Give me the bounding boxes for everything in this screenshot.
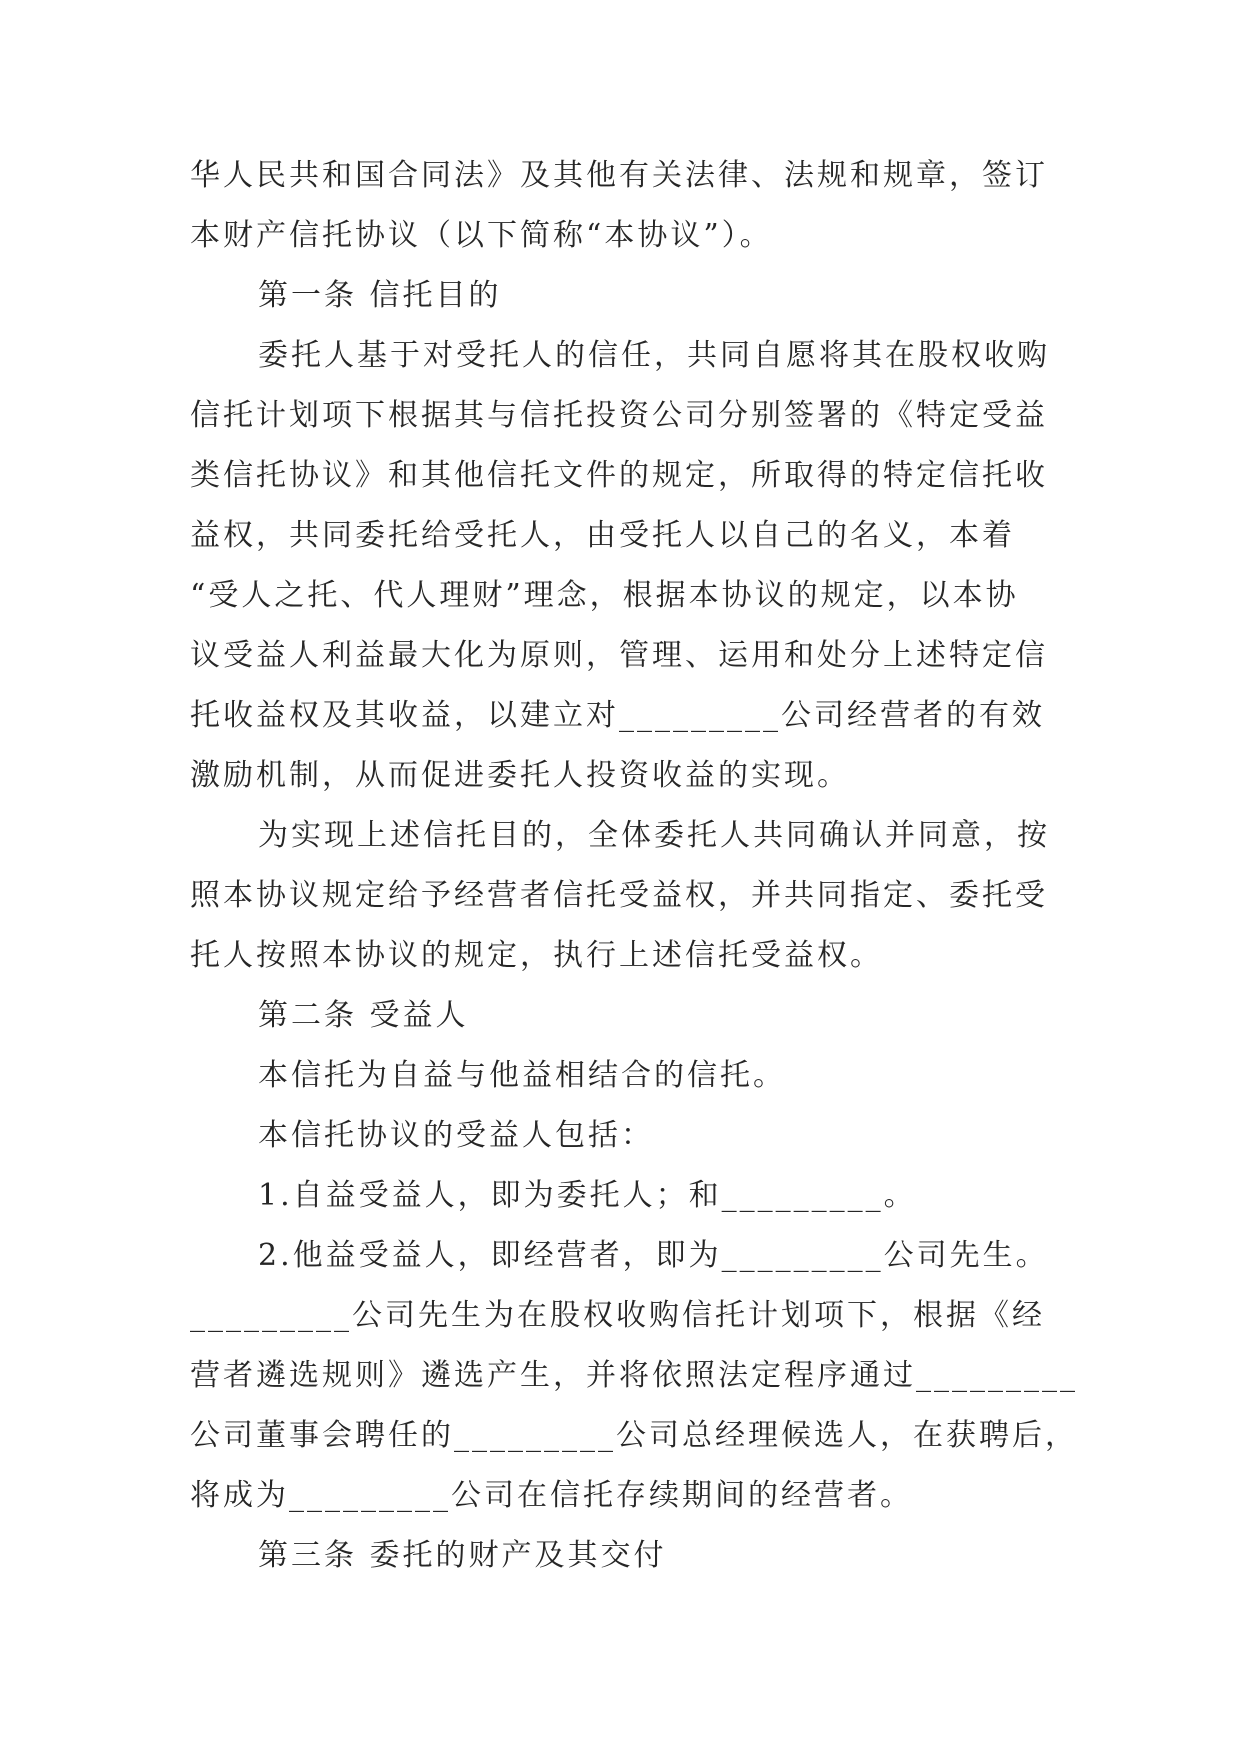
- text-line: 营者遴选规则》遴选产生，并将依照法定程序通过_________: [190, 1358, 1078, 1393]
- text-line: 将成为_________公司在信托存续期间的经营者。: [190, 1478, 913, 1513]
- text-line: 公司董事会聘任的_________公司总经理候选人，在获聘后，: [190, 1418, 1078, 1453]
- text-line: “受人之托、代人理财”理念，根据本协议的规定，以本协: [190, 578, 1019, 613]
- text-line: 照本协议规定给予经营者信托受益权，并共同指定、委托受: [190, 878, 1048, 913]
- text-line: _________公司先生为在股权收购信托计划项下，根据《经: [190, 1298, 1045, 1333]
- text-line: 托收益权及其收益，以建立对_________公司经营者的有效: [190, 698, 1045, 733]
- article-heading-3: 第三条 委托的财产及其交付: [258, 1538, 667, 1573]
- text-line: 本信托协议的受益人包括：: [258, 1118, 654, 1153]
- text-line: 托人按照本协议的规定，执行上述信托受益权。: [190, 938, 883, 973]
- text-line: 类信托协议》和其他信托文件的规定，所取得的特定信托收: [190, 458, 1048, 493]
- text-line: 华人民共和国合同法》及其他有关法律、法规和规章，签订: [190, 158, 1048, 193]
- text-line: 本信托为自益与他益相结合的信托。: [258, 1058, 786, 1093]
- article-heading-1: 第一条 信托目的: [258, 278, 502, 313]
- text-line: 议受益人利益最大化为原则，管理、运用和处分上述特定信: [190, 638, 1048, 673]
- list-item: 2.他益受益人，即经营者，即为_________公司先生。: [258, 1238, 1049, 1273]
- text-line: 为实现上述信托目的，全体委托人共同确认并同意，按: [258, 818, 1050, 853]
- text-line: 益权，共同委托给受托人，由受托人以自己的名义，本着: [190, 518, 1015, 553]
- document-body: [190, 146, 1078, 1586]
- text-line: 本财产信托协议（以下简称“本协议”）。: [190, 218, 773, 253]
- article-heading-2: 第二条 受益人: [258, 998, 469, 1033]
- text-line: 委托人基于对受托人的信任，共同自愿将其在股权收购: [258, 338, 1050, 373]
- list-item: 1.自益受益人，即为委托人；和_________。: [258, 1178, 917, 1213]
- text-line: 信托计划项下根据其与信托投资公司分别签署的《特定受益: [190, 398, 1048, 433]
- text-line: 激励机制，从而促进委托人投资收益的实现。: [190, 758, 850, 793]
